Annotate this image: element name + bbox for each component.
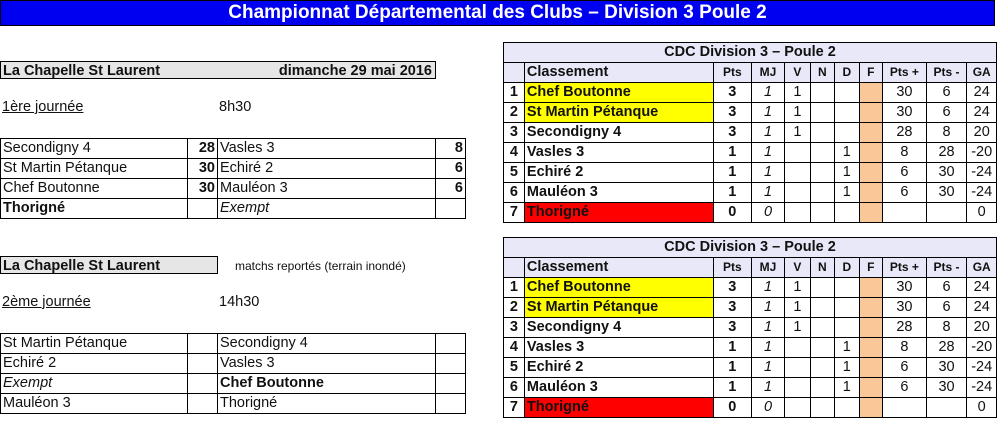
stat-pts: 3 [713,298,751,318]
stat-n [810,183,835,203]
table-row [504,278,997,298]
away-team: Thorigné [218,394,436,414]
stat-ga: 0 [967,398,997,418]
stat-n [810,338,835,358]
stat-pts: 1 [713,163,751,183]
table-row [1,159,466,179]
stat-mj: 1 [751,103,784,123]
stat-pplus [883,398,927,418]
stat-pts: 1 [713,338,751,358]
stat-ga: 24 [967,298,997,318]
stat-pts: 0 [713,203,751,223]
column-header: GA [967,258,997,278]
away-team: Exempt [218,199,436,219]
stat-mj: 1 [751,338,784,358]
rank: 7 [504,203,525,223]
stat-v [785,358,810,378]
stat-v [785,378,810,398]
stat-mj: 1 [751,318,784,338]
day2-venue: La Chapelle St Laurent [3,258,161,274]
stat-f [859,123,882,143]
table-row [1,179,466,199]
rank-header [504,63,525,83]
stat-d: 1 [835,163,860,183]
table-row [504,318,997,338]
stat-f [859,398,882,418]
standings-header-row [504,258,997,278]
rank: 4 [504,338,525,358]
stat-v [785,203,810,223]
stat-f [859,298,882,318]
away-score: 6 [436,179,466,199]
home-team: Mauléon 3 [1,394,188,414]
column-header: D [835,258,860,278]
day1-time: 8h30 [219,99,252,115]
stat-d [835,83,860,103]
rank: 3 [504,123,525,143]
standings-caption: CDC Division 3 – Poule 2 [504,43,997,63]
home-team: Chef Boutonne [1,179,188,199]
table-row [1,199,466,219]
stat-f [859,338,882,358]
stat-n [810,378,835,398]
rank: 1 [504,83,525,103]
stat-pts: 1 [713,378,751,398]
standings-table [503,237,997,418]
stat-pts: 1 [713,358,751,378]
team-name: Echiré 2 [524,163,713,183]
stat-d [835,123,860,143]
stat-v: 1 [785,278,810,298]
away-score: 8 [436,139,466,159]
stat-v [785,338,810,358]
standings-header-row [504,63,997,83]
rank-header [504,258,525,278]
home-team: Thorigné [1,199,188,219]
stat-pts: 0 [713,398,751,418]
stat-n [810,123,835,143]
stat-pminus: 8 [926,318,967,338]
team-name: Vasles 3 [524,338,713,358]
table-row [504,338,997,358]
home-score [188,374,218,394]
stat-f [859,203,882,223]
stat-d [835,203,860,223]
rank: 5 [504,358,525,378]
column-header: Pts [713,63,751,83]
stat-ga: 20 [967,318,997,338]
stat-v: 1 [785,123,810,143]
stat-pminus: 8 [926,123,967,143]
day1-venue: La Chapelle St Laurent [3,63,161,79]
stat-f [859,83,882,103]
stat-mj: 1 [751,123,784,143]
away-team: Vasles 3 [218,354,436,374]
away-score [436,334,466,354]
home-team: Exempt [1,374,188,394]
stat-pplus: 30 [883,298,927,318]
team-name: Vasles 3 [524,143,713,163]
day1-venue-box [0,61,436,79]
home-score: 28 [188,139,218,159]
away-score [436,199,466,219]
stat-pminus: 28 [926,143,967,163]
stat-pts: 3 [713,318,751,338]
table-row [504,143,997,163]
rank: 2 [504,298,525,318]
team-name: Mauléon 3 [524,183,713,203]
stat-pplus: 6 [883,378,927,398]
stat-d: 1 [835,378,860,398]
column-header: F [859,258,882,278]
team-name: St Martin Pétanque [524,298,713,318]
stat-pplus: 8 [883,338,927,358]
home-team: St Martin Pétanque [1,334,188,354]
stat-ga: 20 [967,123,997,143]
stat-pminus: 30 [926,358,967,378]
stat-pminus: 6 [926,298,967,318]
team-name: Chef Boutonne [524,83,713,103]
rank: 3 [504,318,525,338]
stat-v: 1 [785,298,810,318]
team-name: Echiré 2 [524,358,713,378]
stat-d: 1 [835,338,860,358]
stat-mj: 0 [751,398,784,418]
stat-v [785,183,810,203]
rank: 6 [504,183,525,203]
stat-pminus: 30 [926,378,967,398]
column-header: Pts + [883,63,927,83]
stat-pts: 1 [713,143,751,163]
table-row [504,358,997,378]
stat-pplus: 30 [883,83,927,103]
table-row [504,398,997,418]
away-score [436,394,466,414]
stat-d [835,318,860,338]
stat-n [810,278,835,298]
stat-v: 1 [785,83,810,103]
column-header: GA [967,63,997,83]
stat-pminus: 6 [926,103,967,123]
column-header: Classement [524,258,713,278]
stat-n [810,163,835,183]
day1-matches-table [0,138,466,219]
column-header: MJ [751,63,784,83]
stat-v [785,143,810,163]
stat-n [810,83,835,103]
away-score [436,374,466,394]
stat-ga: 0 [967,203,997,223]
day2-time: 14h30 [219,294,260,310]
away-team: Mauléon 3 [218,179,436,199]
column-header: Pts - [926,63,967,83]
team-name: St Martin Pétanque [524,103,713,123]
table-row [504,163,997,183]
stat-n [810,203,835,223]
rank: 7 [504,398,525,418]
stat-mj: 1 [751,378,784,398]
stat-d [835,278,860,298]
stat-v [785,398,810,418]
stat-ga: -20 [967,143,997,163]
table-row [504,183,997,203]
stat-pminus [926,398,967,418]
stat-pminus [926,203,967,223]
column-header: Pts + [883,258,927,278]
stat-pts: 3 [713,103,751,123]
table-row [504,103,997,123]
stat-ga: 24 [967,83,997,103]
column-header: Classement [524,63,713,83]
stat-ga: -24 [967,163,997,183]
stat-pplus: 30 [883,278,927,298]
stat-f [859,163,882,183]
stat-n [810,103,835,123]
table-row [504,298,997,318]
rank: 5 [504,163,525,183]
stat-n [810,143,835,163]
team-name: Chef Boutonne [524,278,713,298]
stat-ga: 24 [967,278,997,298]
home-score: 30 [188,179,218,199]
stat-d [835,298,860,318]
stat-mj: 0 [751,203,784,223]
rank: 4 [504,143,525,163]
stat-pplus [883,203,927,223]
table-row [1,139,466,159]
team-name: Secondigny 4 [524,318,713,338]
away-team: Vasles 3 [218,139,436,159]
rank: 2 [504,103,525,123]
stat-pplus: 28 [883,123,927,143]
stat-d [835,103,860,123]
stat-n [810,318,835,338]
standings-caption: CDC Division 3 – Poule 2 [504,238,997,258]
stat-pminus: 30 [926,163,967,183]
stat-f [859,278,882,298]
stat-pminus: 30 [926,183,967,203]
home-team: Secondigny 4 [1,139,188,159]
stat-n [810,358,835,378]
stat-v: 1 [785,318,810,338]
stat-pplus: 8 [883,143,927,163]
stat-ga: -24 [967,378,997,398]
away-score: 6 [436,159,466,179]
stat-ga: -20 [967,338,997,358]
stat-pminus: 6 [926,278,967,298]
stat-d: 1 [835,358,860,378]
column-header: V [785,63,810,83]
home-score: 30 [188,159,218,179]
stat-pplus: 6 [883,358,927,378]
standings-table [503,42,997,223]
stat-pts: 1 [713,183,751,203]
stat-pts: 3 [713,278,751,298]
stat-f [859,378,882,398]
rank: 6 [504,378,525,398]
column-header: Pts [713,258,751,278]
column-header: N [810,258,835,278]
stat-d: 1 [835,143,860,163]
day2-matches-table [0,333,466,414]
page-title: Championnat Départemental des Clubs – Division 3 Poule 2 [0,0,995,26]
stat-mj: 1 [751,298,784,318]
stat-pts: 3 [713,83,751,103]
stat-mj: 1 [751,163,784,183]
day2-note: matchs reportés (terrain inondé) [235,259,406,273]
home-score [188,394,218,414]
stat-d [835,398,860,418]
stat-d: 1 [835,183,860,203]
away-team: Chef Boutonne [218,374,436,394]
stat-f [859,183,882,203]
stat-n [810,298,835,318]
stat-pminus: 6 [926,83,967,103]
rank: 1 [504,278,525,298]
table-row [504,83,997,103]
team-name: Mauléon 3 [524,378,713,398]
day1-label: 1ère journée [2,99,84,115]
stat-ga: -24 [967,183,997,203]
home-score [188,354,218,374]
column-header: MJ [751,258,784,278]
stat-pplus: 30 [883,103,927,123]
day2-venue-box [0,256,218,274]
stat-mj: 1 [751,358,784,378]
stat-pplus: 6 [883,163,927,183]
day2-label: 2ème journée [2,294,91,310]
table-row [1,374,466,394]
stat-v: 1 [785,103,810,123]
away-team: Echiré 2 [218,159,436,179]
stat-v [785,163,810,183]
stat-f [859,358,882,378]
team-name: Thorigné [524,398,713,418]
stat-mj: 1 [751,143,784,163]
team-name: Secondigny 4 [524,123,713,143]
day1-date: dimanche 29 mai 2016 [278,63,432,79]
stat-f [859,103,882,123]
away-score [436,354,466,374]
stat-n [810,398,835,418]
stat-pplus: 28 [883,318,927,338]
stat-pminus: 28 [926,338,967,358]
stat-ga: -24 [967,358,997,378]
column-header: D [835,63,860,83]
home-score [188,334,218,354]
stat-f [859,318,882,338]
team-name: Thorigné [524,203,713,223]
stat-pplus: 6 [883,183,927,203]
table-row [1,394,466,414]
stat-mj: 1 [751,278,784,298]
column-header: V [785,258,810,278]
stat-pts: 3 [713,123,751,143]
table-row [504,123,997,143]
stat-mj: 1 [751,83,784,103]
away-team: Secondigny 4 [218,334,436,354]
table-row [1,334,466,354]
home-team: St Martin Pétanque [1,159,188,179]
column-header: Pts - [926,258,967,278]
home-team: Echiré 2 [1,354,188,374]
home-score [188,199,218,219]
table-row [504,378,997,398]
column-header: F [859,63,882,83]
stat-mj: 1 [751,183,784,203]
column-header: N [810,63,835,83]
table-row [504,203,997,223]
stat-f [859,143,882,163]
stat-ga: 24 [967,103,997,123]
table-row [1,354,466,374]
